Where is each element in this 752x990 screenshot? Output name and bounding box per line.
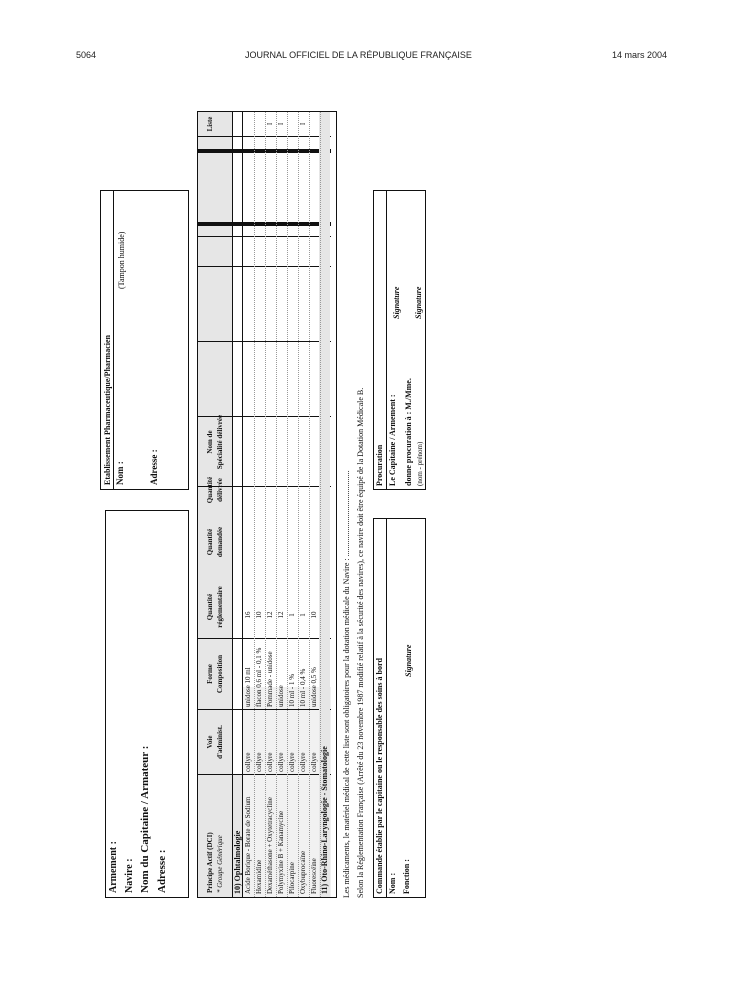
pharmacy-adresse: Adresse : bbox=[149, 449, 159, 485]
commande-signature: Signature bbox=[404, 644, 413, 677]
hdr-qreg2: réglementaire bbox=[216, 586, 224, 628]
adresse-label: Adresse : bbox=[156, 849, 168, 893]
row10-forme: unidose 10 ml bbox=[244, 667, 252, 707]
row10-dci: Polymyxine B + Kanamycine bbox=[277, 810, 285, 894]
identity-box bbox=[105, 510, 189, 898]
capitaine-label: Nom du Capitaine / Armateur : bbox=[139, 745, 151, 893]
procuration-title: Procuration bbox=[375, 444, 384, 486]
row-separator bbox=[276, 112, 277, 897]
procuration-rule bbox=[386, 191, 387, 489]
row10-dci: Hexamidine bbox=[255, 859, 263, 894]
commande-box bbox=[373, 518, 426, 898]
commande-title: Commande établie par le capitaine ou le responsable des soins à bord bbox=[375, 658, 384, 894]
commande-fonction: Fonction : bbox=[402, 859, 411, 894]
row10-qreg: 12 bbox=[266, 611, 274, 619]
rotated-form bbox=[100, 112, 430, 900]
row10-voie: collyre bbox=[277, 752, 285, 772]
section-11-title: 11) Oto-Rhino-Laryngologie - Stomatologie bbox=[320, 746, 329, 894]
hdr-voie2: d'administ. bbox=[216, 725, 224, 759]
procuration-donne: donne procuration à : M./Mme. bbox=[404, 378, 413, 486]
journal-title: JOURNAL OFFICIEL DE LA RÉPUBLIQUE FRANÇAISE bbox=[245, 50, 472, 60]
row10-qreg: 16 bbox=[244, 611, 252, 619]
commande-nom: Nom : bbox=[388, 872, 397, 894]
pharmacy-nom: Nom : bbox=[115, 461, 125, 485]
section-10-title: 10) Ophtalmologie bbox=[233, 830, 242, 894]
row10-voie: collyre bbox=[288, 752, 296, 772]
row10-dci: Oxybuprocaïne bbox=[299, 850, 307, 894]
row10-voie: collyre bbox=[244, 752, 252, 772]
row-separator bbox=[265, 112, 266, 897]
row-separator bbox=[309, 112, 310, 897]
hdr-principe: Principe Actif (DCI) bbox=[206, 832, 214, 893]
header-band bbox=[198, 112, 232, 897]
row10-qreg: 10 bbox=[255, 611, 263, 619]
row10-qreg: 10 bbox=[310, 611, 318, 619]
row10-forme: Pommade - unidose bbox=[266, 651, 274, 707]
row10-forme: 10 ml - 0,4 % bbox=[299, 668, 307, 707]
hdr-qdel2: délivrée bbox=[216, 478, 224, 502]
tampon-label: (Tampon humide) bbox=[117, 231, 126, 289]
row10-voie: collyre bbox=[310, 752, 318, 772]
row10-liste: I bbox=[277, 122, 285, 126]
procuration-capitaine: Le Capitaine / Armement : bbox=[388, 394, 397, 486]
row-separator bbox=[254, 112, 255, 897]
note-line-1: Les médicaments, le matériel médical de cette liste sont obligatoires pour la dotation médicale du Navire : ........................................... bbox=[342, 470, 351, 898]
hdr-groupe: * Groupe Générique bbox=[216, 835, 224, 893]
row-separator bbox=[298, 112, 299, 897]
hdr-qreg: Quantité bbox=[206, 593, 214, 621]
header-rule bbox=[232, 112, 233, 897]
issue-date: 14 mars 2004 bbox=[612, 50, 668, 60]
row10-forme: unidose 0,5 % bbox=[310, 667, 318, 707]
page-number: 5064 bbox=[76, 50, 97, 60]
hdr-qdel: Quantité bbox=[206, 476, 214, 504]
armement-label: Armement : bbox=[108, 841, 119, 893]
pharmacy-title: Etablissement Pharmaceutique/Pharmacien bbox=[103, 335, 112, 485]
row10-voie: collyre bbox=[266, 752, 274, 772]
hdr-composition: Composition bbox=[216, 654, 224, 694]
pharmacy-rule bbox=[113, 191, 114, 489]
row10-forme: unidose bbox=[277, 685, 285, 707]
hdr-liste: Liste bbox=[206, 116, 214, 132]
hdr-qdem: Quantité bbox=[206, 528, 214, 556]
hdr-qdem2: demandée bbox=[216, 526, 224, 558]
procuration-signature-1: Signature bbox=[392, 286, 401, 319]
row10-dci: Pilocarpine bbox=[288, 862, 296, 894]
pharmacy-box bbox=[100, 190, 189, 490]
row10-qreg: 1 bbox=[299, 613, 307, 617]
row10-liste: I bbox=[266, 122, 274, 126]
row10-liste: I bbox=[299, 122, 307, 126]
row10-forme: flacon 0,6 ml - 0,1 % bbox=[255, 647, 263, 707]
row10-voie: collyre bbox=[299, 752, 307, 772]
row10-dci: Dexaméthasone + Oxytetracycline bbox=[266, 797, 274, 894]
row10-qreg: 1 bbox=[288, 613, 296, 617]
note-line-2: Selon la Réglementation Française (Arrêté du 23 novembre 1987 modifié relatif à la sécurité des navires), ce navire doit être équipé de la Dotation Médicale B. bbox=[356, 387, 365, 898]
row-separator bbox=[320, 112, 321, 897]
hdr-nom: Nom de bbox=[206, 430, 214, 454]
procuration-box bbox=[373, 190, 426, 490]
row10-forme: 10 ml - 1 % bbox=[288, 673, 296, 707]
row10-dci: Acide Borique - Borate de Sodium bbox=[244, 796, 252, 894]
hdr-forme: Forme bbox=[206, 664, 214, 684]
medication-table bbox=[197, 111, 337, 898]
navire-label: Navire : bbox=[124, 858, 135, 893]
section-10-rule bbox=[242, 112, 243, 897]
row-separator bbox=[287, 112, 288, 897]
row10-voie: collyre bbox=[255, 752, 263, 772]
row10-dci: Fluorescéine bbox=[310, 858, 318, 894]
hdr-voie: Voie bbox=[206, 735, 214, 749]
procuration-nom-prenom: (nom - prénom) bbox=[416, 441, 424, 486]
row10-qreg: 12 bbox=[277, 611, 285, 619]
commande-rule bbox=[386, 519, 387, 897]
hdr-specialite: Spécialité délivrée bbox=[216, 414, 224, 470]
procuration-signature-2: Signature bbox=[414, 286, 423, 319]
